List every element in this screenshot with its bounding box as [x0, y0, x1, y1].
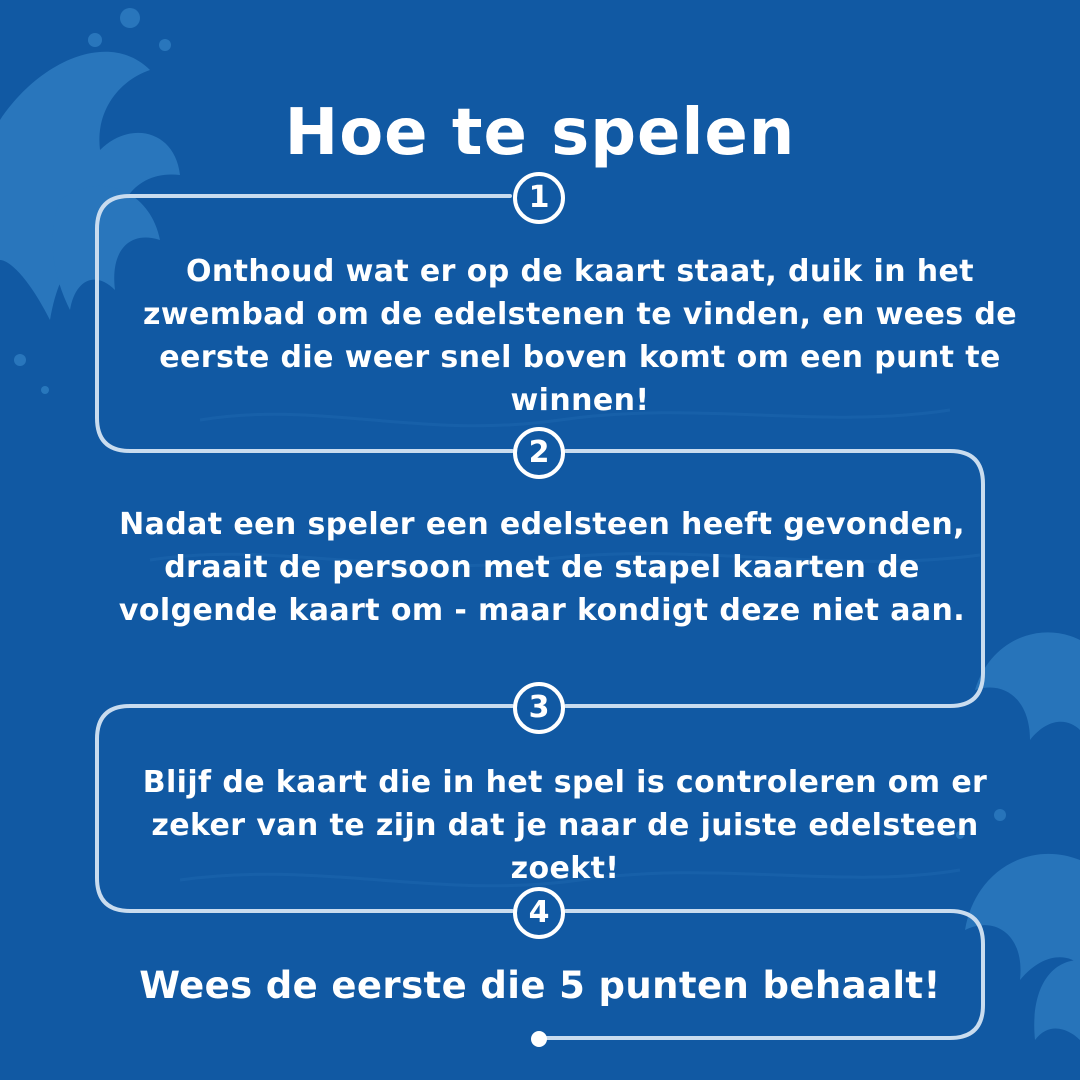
step-2-number-badge: 2: [513, 427, 565, 479]
step-2-text: Nadat een speler een edelsteen heeft gevonden, draait de persoon met de stapel kaarten de volgende kaart om - maar kondigt deze niet aan.: [118, 507, 966, 628]
step-3-text: Blijf de kaart die in het spel is controleren om er zeker van te zijn dat je naar de juiste edelsteen zoekt!: [142, 765, 988, 886]
step-1-number-badge: 1: [513, 172, 565, 224]
step-4-text: Wees de eerste die 5 punten behaalt!: [139, 964, 941, 1007]
step-4-number-badge: 4: [513, 887, 565, 939]
page-title: Hoe te spelen: [284, 95, 796, 170]
path-end-dot: [531, 1031, 547, 1047]
step-1-text: Onthoud wat er op de kaart staat, duik in het zwembad om de edelstenen te vinden, en wees de eerste die weer snel boven komt om een punt te winnen!: [143, 254, 1017, 418]
step-3-number-badge: 3: [513, 682, 565, 734]
